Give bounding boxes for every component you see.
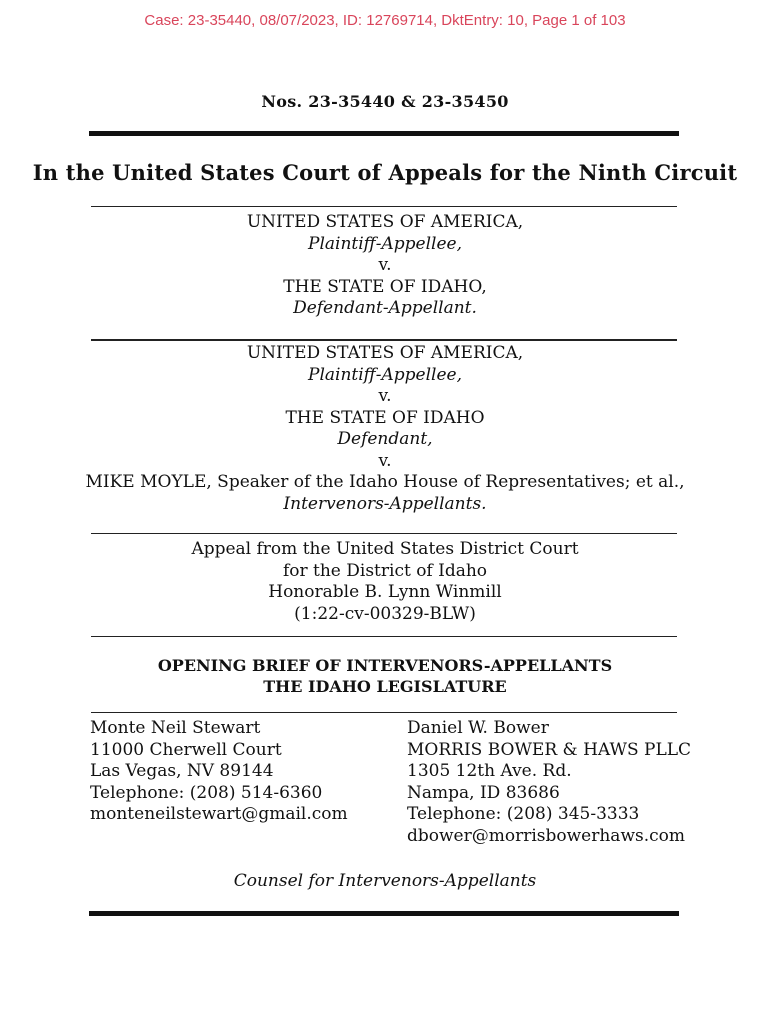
- divider-caption1-top: [91, 206, 677, 207]
- appeal-line-4: (1:22-cv-00329-BLW): [294, 603, 476, 624]
- counsel-for: Counsel for Intervenors-Appellants: [233, 871, 537, 891]
- top-divider: [89, 131, 679, 136]
- caption2-plaintiff-role: Plaintiff-Appellee,: [308, 364, 462, 385]
- appeal-line-2: for the District of Idaho: [282, 560, 488, 581]
- counsel-left-address1: 11000 Cherwell Court: [90, 739, 282, 760]
- caption2-defendant: THE STATE OF IDAHO: [285, 407, 485, 428]
- counsel-right: [407, 718, 691, 847]
- divider-counsel-top: [91, 712, 677, 713]
- caption-block-2: [0, 343, 770, 515]
- counsel-right-address2: Nampa, ID 83686: [407, 782, 560, 803]
- caption2-plaintiff: UNITED STATES OF AMERICA,: [246, 343, 524, 363]
- caption1-defendant-role: Defendant-Appellant.: [293, 298, 477, 318]
- counsel-left-email: monteneilstewart@gmail.com: [90, 804, 348, 824]
- counsel-left-address2: Las Vegas, NV 89144: [90, 761, 274, 781]
- appeal-block: [0, 539, 770, 625]
- caption2-intervenor-role: Intervenors-Appellants.: [283, 493, 487, 514]
- bottom-divider: [89, 911, 679, 916]
- caption1-plaintiff-role: Plaintiff-Appellee,: [308, 233, 462, 254]
- case-stamp-header: Case: 23-35440, 08/07/2023, ID: 12769714, DktEntry: 10, Page 1 of 103: [144, 12, 626, 29]
- case-numbers: Nos. 23-35440 & 23-35450: [261, 92, 509, 111]
- divider-caption2-top: [91, 339, 677, 341]
- counsel-right-address1: 1305 12th Ave. Rd.: [407, 761, 572, 781]
- caption2-intervenor: MIKE MOYLE, Speaker of the Idaho House of Representatives; et al.,: [85, 472, 685, 492]
- caption1-plaintiff: UNITED STATES OF AMERICA,: [246, 212, 524, 232]
- court-title: In the United States Court of Appeals for the Ninth Circuit: [32, 160, 738, 185]
- divider-brief-top: [91, 636, 677, 637]
- counsel-right-firm: MORRIS BOWER & HAWS PLLC: [407, 739, 692, 760]
- divider-appeal-top: [91, 533, 677, 534]
- caption1-defendant: THE STATE OF IDAHO,: [283, 276, 487, 297]
- brief-title-line-1: OPENING BRIEF OF INTERVENORS-APPELLANTS: [157, 656, 613, 675]
- counsel-right-phone: Telephone: (208) 345-3333: [407, 804, 640, 824]
- appeal-line-3: Honorable B. Lynn Winmill: [268, 582, 502, 602]
- caption2-versus-2: v.: [378, 450, 392, 471]
- brief-title-line-2: THE IDAHO LEGISLATURE: [263, 677, 507, 696]
- counsel-right-name: Daniel W. Bower: [407, 718, 549, 738]
- counsel-left-name: Monte Neil Stewart: [90, 718, 261, 738]
- caption-block-1: [0, 212, 770, 320]
- caption2-defendant-role: Defendant,: [337, 429, 433, 449]
- appeal-line-1: Appeal from the United States District Court: [191, 539, 579, 559]
- counsel-right-email: dbower@morrisbowerhaws.com: [407, 825, 686, 846]
- caption1-versus: v.: [378, 255, 392, 275]
- caption2-versus-1: v.: [378, 386, 392, 406]
- brief-title: [0, 655, 770, 697]
- counsel-left: [90, 718, 348, 826]
- counsel-left-phone: Telephone: (208) 514-6360: [90, 782, 323, 803]
